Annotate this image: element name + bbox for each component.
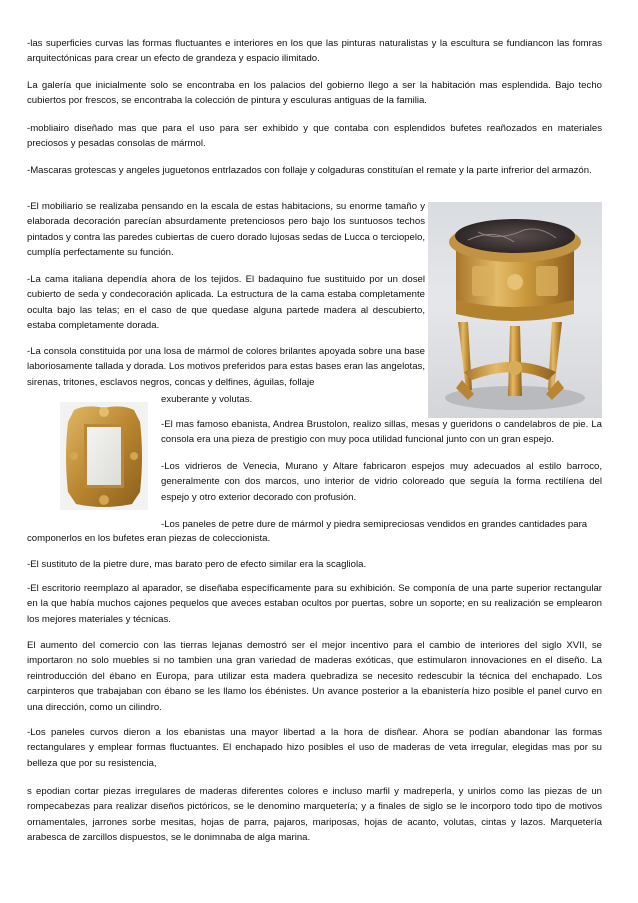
paragraph-furniture-display: -mobliairo diseñado mas que para el uso para ser exhibido y que contaba con esplendidos bufetes reañozados en materiales preciosos y pesadas consolas de mármol. bbox=[27, 123, 602, 150]
paragraph-console: -La consola constituida por una losa de mármol de colores brilantes apoyada sobre una base laboriosamente tallada y dorada. Los motivos preferidos para estas bases eran las angelotas, sirenas, tritones, esclavos negros, concas y delfines, águilas, follaje bbox=[27, 346, 425, 388]
paragraph-scagliola: -El sustituto de la pietre dure, mas barato pero de efecto similar era la scagliola. bbox=[27, 559, 367, 570]
paragraph-marquetry: s epodian cortar piezas irregulares de maderas diferentes colores e incluso marfil y madreperla, y unirlos como las piezas de un rompecabezas para realizar diseños pictóricos, se le denomino marquetería; y a finales de siglo se le incorporo todo tipo de motivos ornamentales, jarrones sorbe mesitas, hojas de parra, pajaros, mariposas, hojas de acanto, volutas, cintas y lazos. Marquetería arabesca de zarcillos dispuestos, se le donimnaba de alga marina. bbox=[27, 786, 602, 844]
paragraph-console-end: exuberante y volutas. bbox=[161, 394, 253, 405]
paragraph-furniture-scale: -El mobiliario se realizaba pensando en la escala de estas habitacions, su enorme tamaño y elaborada decoración parecían absurdamente pretenciosos pero bajo los suntuosos techos pintados y contra las paredes cubiertas de cuero dorado lujosas sedas de Lucca o terciopelo, cumplía perfectamente su función. bbox=[27, 201, 425, 259]
paragraph-pietre-dure-end: componerlos en los bufetes eran piezas de coleccionista. bbox=[27, 533, 271, 544]
paragraph-curved-panels: -Los paneles curvos dieron a los ebanistas una mayor libertad a la hora de disñear. Ahora se podían abandonar las formas rectangulares y emplear formas fluctuantes. El enchapado hizo posibles el uso de maderas de veta irregular, elegidas mas por su belleza que por su resistencia, bbox=[27, 727, 602, 769]
paragraph-trade-ebony: El aumento del comercio con las tierras lejanas demostró ser el mejor incentivo para el cambio de interiores del siglo XVII, se importaron no solo muebles si no tambien una gran variedad de maderas exóticas, que estimularon innovaciones en el diseño. La reintroducción del ébano en Europa, para utilizar esta madera quebradiza se necesito redescubir la técnica del enchapado. Los carpinteros que trabajaban con ébano se les llamo los ébénistes. Un avance posterior a la ebanistería hizo posible el panel curvo en una dirección, como un cilindro. bbox=[27, 640, 602, 713]
paragraph-brustolon: -El mas famoso ebanista, Andrea Brustolon, realizo sillas, mesas y gueridons o candelabros de pie. La consola era una pieza de prestigio con muy poca utilidad funcional junto con un gran espejo. bbox=[161, 419, 602, 446]
paragraph-pietre-dure: -Los paneles de petre dure de mármol y piedra semipreciosas vendidos en grandes cantidades para bbox=[161, 519, 588, 530]
baroque-mirror-image bbox=[60, 402, 148, 510]
paragraph-curved-surfaces: -las superficies curvas las formas fluctuantes e interiores en los que las pinturas naturalistas y la escultura se fundiancon las fomras arquitectónicas para crear un efecto de grandeza y espacio ilimitado. bbox=[27, 38, 602, 65]
paragraph-masks: -Mascaras grotescas y angeles juguetonos entrlazados con follaje y colgaduras constituían el remate y la parte infrerior del armazón. bbox=[27, 165, 592, 176]
paragraph-writing-desk: -El escritorio reemplazo al aparador, se diseñaba específicamente para su exhibición. Se componía de una parte superior rectangular en la que había muchos cajones pequelos que aveces estaban ocultos por puertas, sobre un soporte; en su realización se emplearon los mejores materiales y técnicas. bbox=[27, 583, 602, 625]
paragraph-italian-bed: -La cama italiana dependía ahora de los tejidos. El badaquino fue sustituido por un dosel cubierto de seda y condecoración aplicada. La estructura de la cama estaba completamente oculta bajo las telas; en el caso de que quedase alguna partede madera al descubierto, estaba completamente dorada. bbox=[27, 274, 425, 332]
paragraph-gallery: La galería que inicialmente solo se encontraba en los palacios del gobierno llego a ser la habitación mas esplendida. Bajo techo cubiertos por frescos, se encontraba la colección de pintura y esculuras antiguas de la familia. bbox=[27, 80, 602, 107]
paragraph-venetian-mirrors: -Los vidrieros de Venecia, Murano y Altare fabricaron espejos muy adecuados al estilo barroco, generalmente con dos marcos, uno interior de vidrio coloreado que seguía la forma rectilíena del espejo y otro exterior decorado con profusión. bbox=[161, 461, 602, 503]
gilded-marble-table-image bbox=[428, 202, 602, 418]
